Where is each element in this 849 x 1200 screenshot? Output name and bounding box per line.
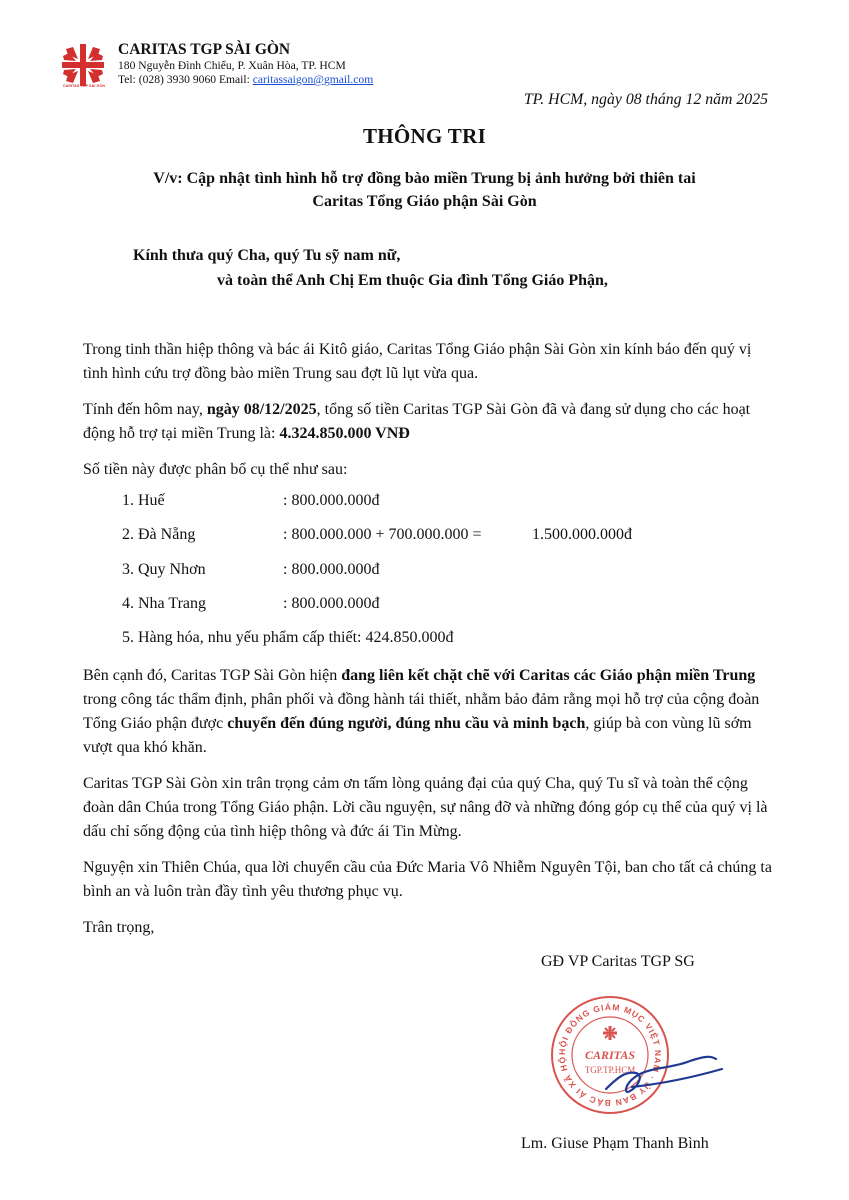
paragraph-intro: Trong tinh thần hiệp thông và bác ái Kitô giáo, Caritas Tổng Giáo phận Sài Gòn xin kính báo đến quý vị tình hình cứu trợ đồng bào miền Trung sau đợt lũ lụt vừa qua. [83, 341, 752, 382]
paragraph-blessing: Nguyện xin Thiên Chúa, qua lời chuyển cầu của Đức Maria Vô Nhiễm Nguyên Tội, ban cho tất cả chúng ta bình an và luôn tràn đầy tình yêu thương phục vụ. [83, 859, 772, 900]
allocation-item [122, 492, 380, 510]
allocation-amount: : 800.000.000đ [283, 595, 380, 612]
total-text-a: Tính đến hôm nay, [83, 401, 207, 418]
coord-text-b: trong công tác thẩm định, phân phối và đồng hành tái thiết, nhằm bảo đảm rằng mọi hỗ trợ của cộng đoàn Tổng Giáo phận được [83, 691, 760, 732]
greeting-line-1: Kính thưa quý Cha, quý Tu sỹ nam nữ, [133, 247, 401, 264]
org-name: CARITAS TGP SÀI GÒN [118, 41, 291, 58]
allocation-total: 1.500.000.000đ [532, 526, 632, 543]
allocation-item [122, 629, 454, 647]
subject-line-2: Caritas Tổng Giáo phận Sài Gòn [312, 193, 537, 210]
allocation-label: 1. Huế [122, 492, 165, 509]
allocation-label: 2. Đà Nẵng [122, 526, 196, 543]
letterhead [118, 41, 373, 87]
paragraph-total [83, 398, 773, 446]
closing: Trân trọng, [83, 919, 155, 936]
total-amount: 4.324.850.000 VNĐ [279, 425, 410, 442]
document-subject [0, 167, 849, 213]
coord-text-a: Bên cạnh đó, Caritas TGP Sài Gòn hiện [83, 667, 342, 684]
total-date: ngày 08/12/2025 [206, 401, 317, 418]
document-title: THÔNG TRI [362, 124, 487, 148]
allocation-label: 3. Quy Nhơn [122, 561, 206, 578]
subject-line-1: V/v: Cập nhật tình hình hỗ trợ đồng bào miền Trung bị ảnh hưởng bởi thiên tai [153, 170, 696, 187]
official-seal-icon [540, 985, 740, 1125]
org-contact [118, 73, 373, 87]
total-text-b: , tổng số tiền Caritas TGP Sài Gòn đã và đang sử dụng cho các hoạt động hỗ trợ tại miền Trung là: [83, 401, 751, 442]
allocation-amount: : 800.000.000 + 700.000.000 = [283, 526, 482, 543]
signatory-name: Lm. Giuse Phạm Thanh Bình [521, 1135, 709, 1152]
allocation-amount: : 800.000.000đ [283, 492, 380, 509]
org-phone: Tel: (028) 3930 9060 Email: [118, 73, 253, 86]
document-date: TP. HCM, ngày 08 tháng 12 năm 2025 [523, 91, 768, 108]
svg-text:HỘI ĐỒNG GIÁM MỤC VIỆT NAM · Ủ [540, 985, 663, 1108]
paragraph-thanks: Caritas TGP Sài Gòn xin trân trọng cảm ơn tấm lòng quảng đại của quý Cha, quý Tu sĩ và toàn thể cộng đoàn dân Chúa trong Tổng Giáo phận. Lời cầu nguyện, sự nâng đỡ và những đóng góp cụ thể của quý vị là dấu chỉ sống động của tình hiệp thông và đức ái Tin Mừng. [83, 775, 768, 840]
logo-caption: CARITAS TGP SÀI GÒN [62, 84, 106, 88]
greeting-line-2: và toàn thể Anh Chị Em thuộc Gia đình Tổng Giáo Phận, [217, 272, 608, 289]
signatory-title: GĐ VP Caritas TGP SG [541, 953, 695, 970]
seal-center-text: CARITAS [584, 1048, 636, 1062]
allocation-item [122, 561, 380, 579]
seal-sub-text: TGP.TP.HCM [584, 1065, 636, 1075]
paragraph-allocation-intro: Số tiền này được phân bổ cụ thể như sau: [83, 461, 348, 478]
coord-bold-b: chuyển đến đúng người, đúng nhu cầu và minh bạch [227, 715, 586, 732]
allocation-label: 5. Hàng hóa, nhu yếu phẩm cấp thiết: 424.850.000đ [122, 629, 454, 646]
paragraph-coordination [83, 664, 773, 760]
org-email-link[interactable]: caritassaigon@gmail.com [252, 73, 374, 86]
allocation-item [122, 595, 380, 613]
allocation-amount: : 800.000.000đ [283, 561, 380, 578]
coord-text-c: , giúp bà con vùng lũ sớm vượt qua khó khăn. [83, 715, 752, 756]
org-address: 180 Nguyễn Đình Chiểu, P. Xuân Hòa, TP. HCM [118, 59, 346, 72]
allocation-item [122, 526, 632, 544]
caritas-logo-icon [60, 43, 106, 87]
coord-bold-a: đang liên kết chặt chẽ với Caritas các Giáo phận miền Trung [341, 667, 756, 684]
allocation-label: 4. Nha Trang [122, 595, 207, 612]
seal-ring-text: HỘI ĐỒNG GIÁM MỤC VIỆT NAM · ỦY BAN BÁC ÁI XÃ HỘ [556, 1001, 664, 1109]
